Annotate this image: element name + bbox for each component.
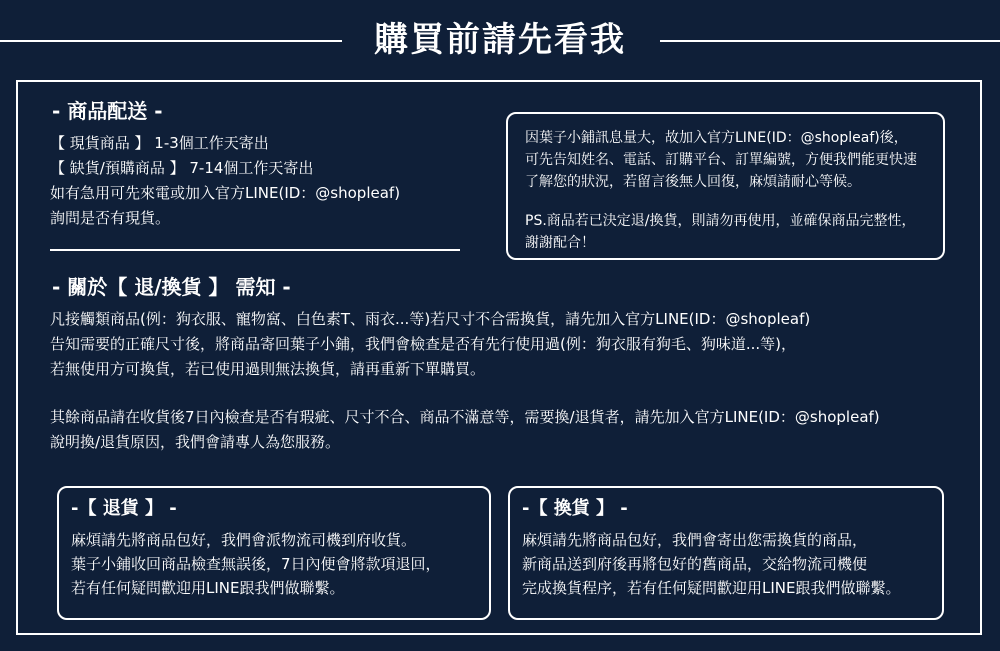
line-contact-note bbox=[506, 112, 945, 260]
returns-line: 若無使用方可換貨，若已使用過則無法換貨，請再重新下單購買。 bbox=[50, 360, 486, 378]
note-line: 可先告知姓名、電話、訂購平台、訂單編號，方便我們能更快速 bbox=[525, 152, 917, 168]
page-title: 購買前請先看我 bbox=[374, 20, 626, 60]
note-ps-line: PS.商品若已決定退/換貨，則請勿再使用，並確保商品完整性， bbox=[525, 213, 916, 229]
exchange-box bbox=[508, 486, 944, 620]
return-title: -【 退貨 】 - bbox=[71, 498, 177, 519]
exchange-body bbox=[522, 528, 942, 600]
title-rule-right bbox=[660, 40, 1000, 42]
title-rule-left bbox=[0, 40, 342, 42]
return-line: 若有任何疑問歡迎用LINE跟我們做聯繫。 bbox=[71, 579, 345, 597]
note-ps-line: 謝謝配合！ bbox=[525, 235, 595, 251]
returns-paragraph-2 bbox=[50, 405, 880, 455]
shipping-line: 如有急用可先來電或加入官方LINE(ID：@shopleaf) bbox=[50, 184, 401, 202]
return-line: 麻煩請先將商品包好，我們會派物流司機到府收貨。 bbox=[71, 531, 417, 549]
returns-paragraph-1 bbox=[50, 307, 810, 382]
shipping-title: - 商品配送 - bbox=[52, 99, 163, 123]
exchange-line: 麻煩請先將商品包好，我們會寄出您需換貨的商品， bbox=[522, 531, 868, 549]
returns-notice-title: - 關於【 退/換貨 】 需知 - bbox=[52, 275, 291, 299]
note-line: 因葉子小鋪訊息量大，故加入官方LINE(ID：@shopleaf)後， bbox=[525, 130, 908, 146]
section-divider bbox=[50, 249, 460, 251]
returns-line: 其餘商品請在收貨後7日內檢查是否有瑕疵、尺寸不合、商品不滿意等，需要換/退貨者，請先加入官方LINE(ID：@shopleaf) bbox=[50, 408, 880, 426]
shipping-line: 【 現貨商品 】 1-3個工作天寄出 bbox=[50, 134, 269, 152]
returns-line: 告知需要的正確尺寸後，將商品寄回葉子小鋪，我們會檢查是否有先行使用過(例：狗衣服有狗毛、狗味道...等)， bbox=[50, 335, 797, 353]
shipping-text bbox=[50, 131, 400, 231]
shipping-line: 【 缺貨/預購商品 】 7-14個工作天寄出 bbox=[50, 159, 314, 177]
note-line: 了解您的狀況，若留言後無人回復，麻煩請耐心等候。 bbox=[525, 174, 861, 190]
exchange-line: 新商品送到府後再將包好的舊商品，交給物流司機便 bbox=[522, 555, 868, 573]
exchange-line: 完成換貨程序，若有任何疑問歡迎用LINE跟我們做聯繫。 bbox=[522, 579, 901, 597]
return-line: 葉子小鋪收回商品檢查無誤後，7日內便會將款項退回， bbox=[71, 555, 441, 573]
returns-line: 凡接觸類商品(例：狗衣服、寵物窩、白色素T、雨衣...等)若尺寸不合需換貨，請先加入官方LINE(ID：@shopleaf) bbox=[50, 310, 811, 328]
exchange-title: -【 換貨 】 - bbox=[522, 498, 628, 519]
return-body bbox=[71, 528, 489, 600]
returns-line: 說明換/退貨原因，我們會請專人為您服務。 bbox=[50, 433, 341, 451]
return-box bbox=[57, 486, 491, 620]
shipping-line: 詢問是否有現貨。 bbox=[50, 209, 171, 227]
